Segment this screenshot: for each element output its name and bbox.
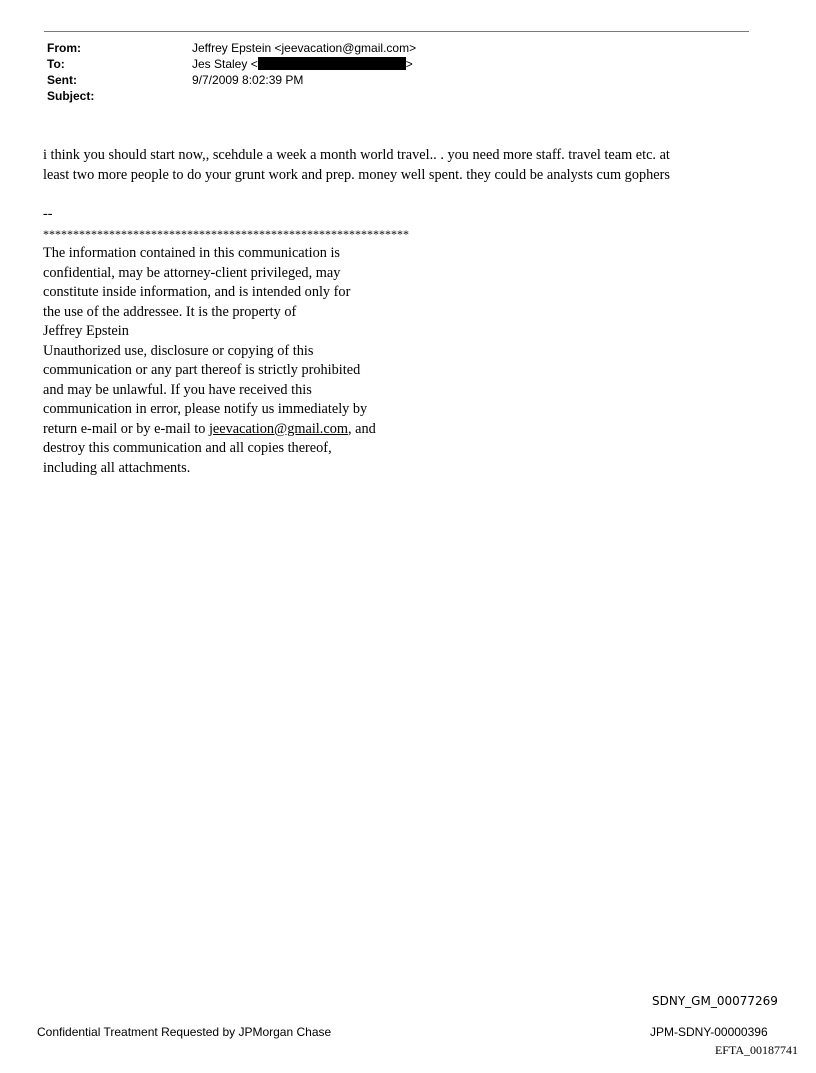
disclaimer-line-return — [43, 420, 409, 440]
email-header — [47, 40, 416, 104]
signature-dashes: -- — [43, 206, 53, 222]
disclaimer-line: Unauthorized use, disclosure or copying of this — [43, 342, 314, 359]
bates-stamp-efta: EFTA_00187741 — [714, 1043, 798, 1057]
disclaimer-line: Jeffrey Epstein — [43, 323, 129, 339]
to-suffix: > — [405, 57, 413, 71]
to-prefix: Jes Staley < — [192, 57, 258, 71]
disclaimer-line: communication or any part thereof is strictly prohibited — [43, 362, 361, 378]
sent-row — [47, 72, 416, 88]
to-value — [192, 56, 413, 72]
disclaimer-line: confidential, may be attorney-client privileged, may — [43, 264, 341, 281]
from-value: Jeffrey Epstein <jeevacation@gmail.com> — [192, 41, 417, 55]
sent-value: 9/7/2009 8:02:39 PM — [192, 73, 304, 87]
disclaimer-line: destroy this communication and all copies thereof, — [43, 440, 332, 456]
disclaimer-line: constitute inside information, and is intended only for — [43, 284, 351, 300]
subject-row — [47, 88, 416, 104]
disclaimer-line: including all attachments. — [43, 459, 191, 476]
from-row — [47, 40, 416, 56]
return-suffix: , and — [347, 420, 376, 437]
confidential-footer: Confidential Treatment Requested by JPMorgan Chase — [37, 1025, 332, 1039]
signature-block — [43, 205, 409, 478]
email-body — [43, 146, 773, 185]
header-divider — [44, 31, 749, 32]
disclaimer-line: communication in error, please notify us immediately by — [43, 401, 368, 417]
bates-stamp-jpm: JPM-SDNY-00000396 — [650, 1025, 768, 1039]
from-label: From: — [47, 41, 81, 55]
disclaimer-line: The information contained in this communication is — [43, 245, 340, 261]
return-prefix: return e-mail or by e-mail to — [43, 420, 209, 437]
to-label: To: — [47, 57, 65, 71]
to-row — [47, 56, 416, 72]
disclaimer-line: the use of the addressee. It is the property of — [43, 303, 297, 320]
signature-stars: ************************************************************* — [43, 226, 409, 241]
body-line: i think you should start now,, scehdule a week a month world travel.. . you need more staff. travel team etc. at — [43, 147, 670, 163]
subject-label: Subject: — [47, 89, 95, 103]
sent-label: Sent: — [47, 73, 77, 87]
bates-stamp-sdny: SDNY_GM_00077269 — [652, 994, 778, 1008]
redaction-bar — [258, 57, 406, 70]
email-link[interactable]: jeevacation@gmail.com — [208, 420, 348, 437]
disclaimer-line: and may be unlawful. If you have received this — [43, 381, 312, 398]
body-line: least two more people to do your grunt work and prep. money well spent. they could be analysts cum gophers — [43, 166, 670, 183]
